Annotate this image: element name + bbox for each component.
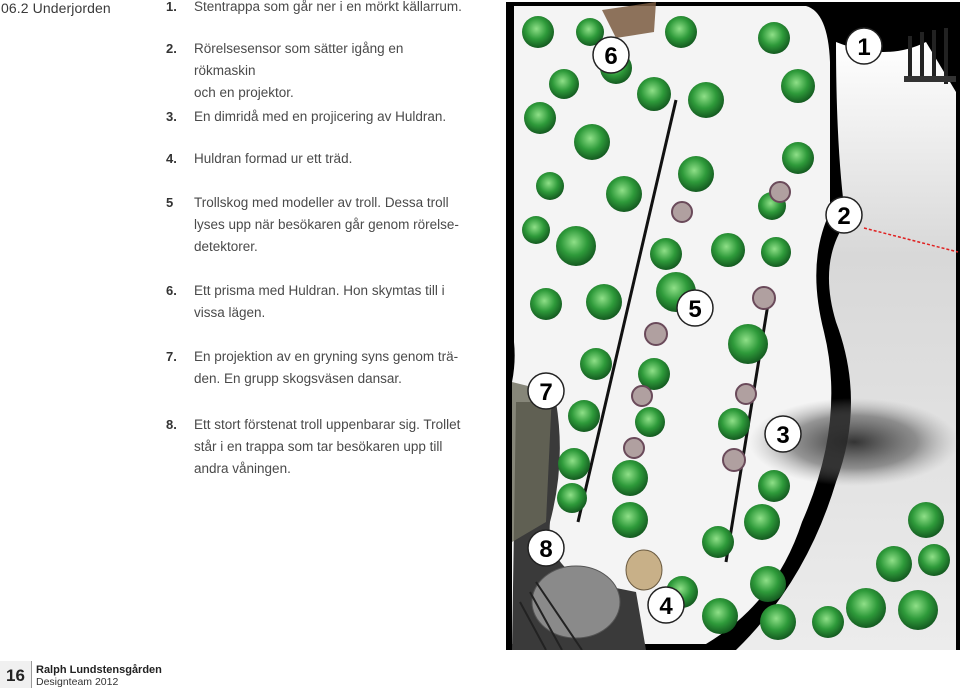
marker-7	[528, 373, 564, 409]
item-text: En dimridå med en projicering av Huldran.	[194, 109, 447, 124]
item-number: 4.	[166, 151, 177, 166]
item-text: Rörelsesensor som sätter igång en rökmaskin och en projektor.	[194, 41, 404, 100]
item-number: 1.	[166, 0, 177, 14]
item-text: Ett prisma med Huldran. Hon skymtas till i vissa lägen.	[194, 283, 445, 320]
marker-1-label: 1	[857, 34, 871, 61]
marker-8	[528, 530, 564, 566]
marker-3	[765, 416, 801, 452]
huldran-tree	[626, 550, 662, 590]
floor-plan-map	[506, 2, 960, 650]
footer-author: Ralph Lundstensgården	[36, 664, 162, 676]
footer-team: Designteam 2012	[36, 676, 119, 688]
item-text: Huldran formad ur ett träd.	[194, 151, 353, 166]
item-text: En projektion av en gryning syns genom trä- den. En grupp skogsväsen dansar.	[194, 349, 459, 386]
marker-6-label: 6	[604, 43, 618, 70]
marker-8-label: 8	[539, 536, 553, 563]
marker-2-label: 2	[837, 203, 851, 230]
marker-6	[593, 37, 629, 73]
marker-5-label: 5	[688, 296, 702, 323]
marker-4-label: 4	[659, 593, 673, 620]
marker-7-label: 7	[539, 379, 553, 406]
item-text: Ett stort förstenat troll uppenbarar sig. Trollet står i en trappa som tar besökaren upp till andra våningen.	[194, 417, 461, 476]
marker-2	[826, 197, 862, 233]
item-number: 7.	[166, 349, 177, 364]
page-number: 16	[0, 661, 32, 688]
item-number: 8.	[166, 417, 177, 432]
item-number: 5	[166, 195, 174, 210]
marker-4	[648, 587, 684, 623]
item-text: Trollskog med modeller av troll. Dessa troll lyses upp när besökaren går genom rörelse- detektorer.	[194, 195, 459, 254]
stone-troll	[532, 566, 620, 638]
marker-3-label: 3	[776, 422, 790, 449]
item-number: 3.	[166, 109, 177, 124]
marker-5	[677, 290, 713, 326]
marker-1	[846, 28, 882, 64]
item-text: Stentrappa som går ner i en mörkt källarrum.	[194, 0, 462, 14]
section-title: 06.2 Underjorden	[1, 0, 111, 16]
item-number: 6.	[166, 283, 177, 298]
item-number: 2.	[166, 41, 177, 56]
